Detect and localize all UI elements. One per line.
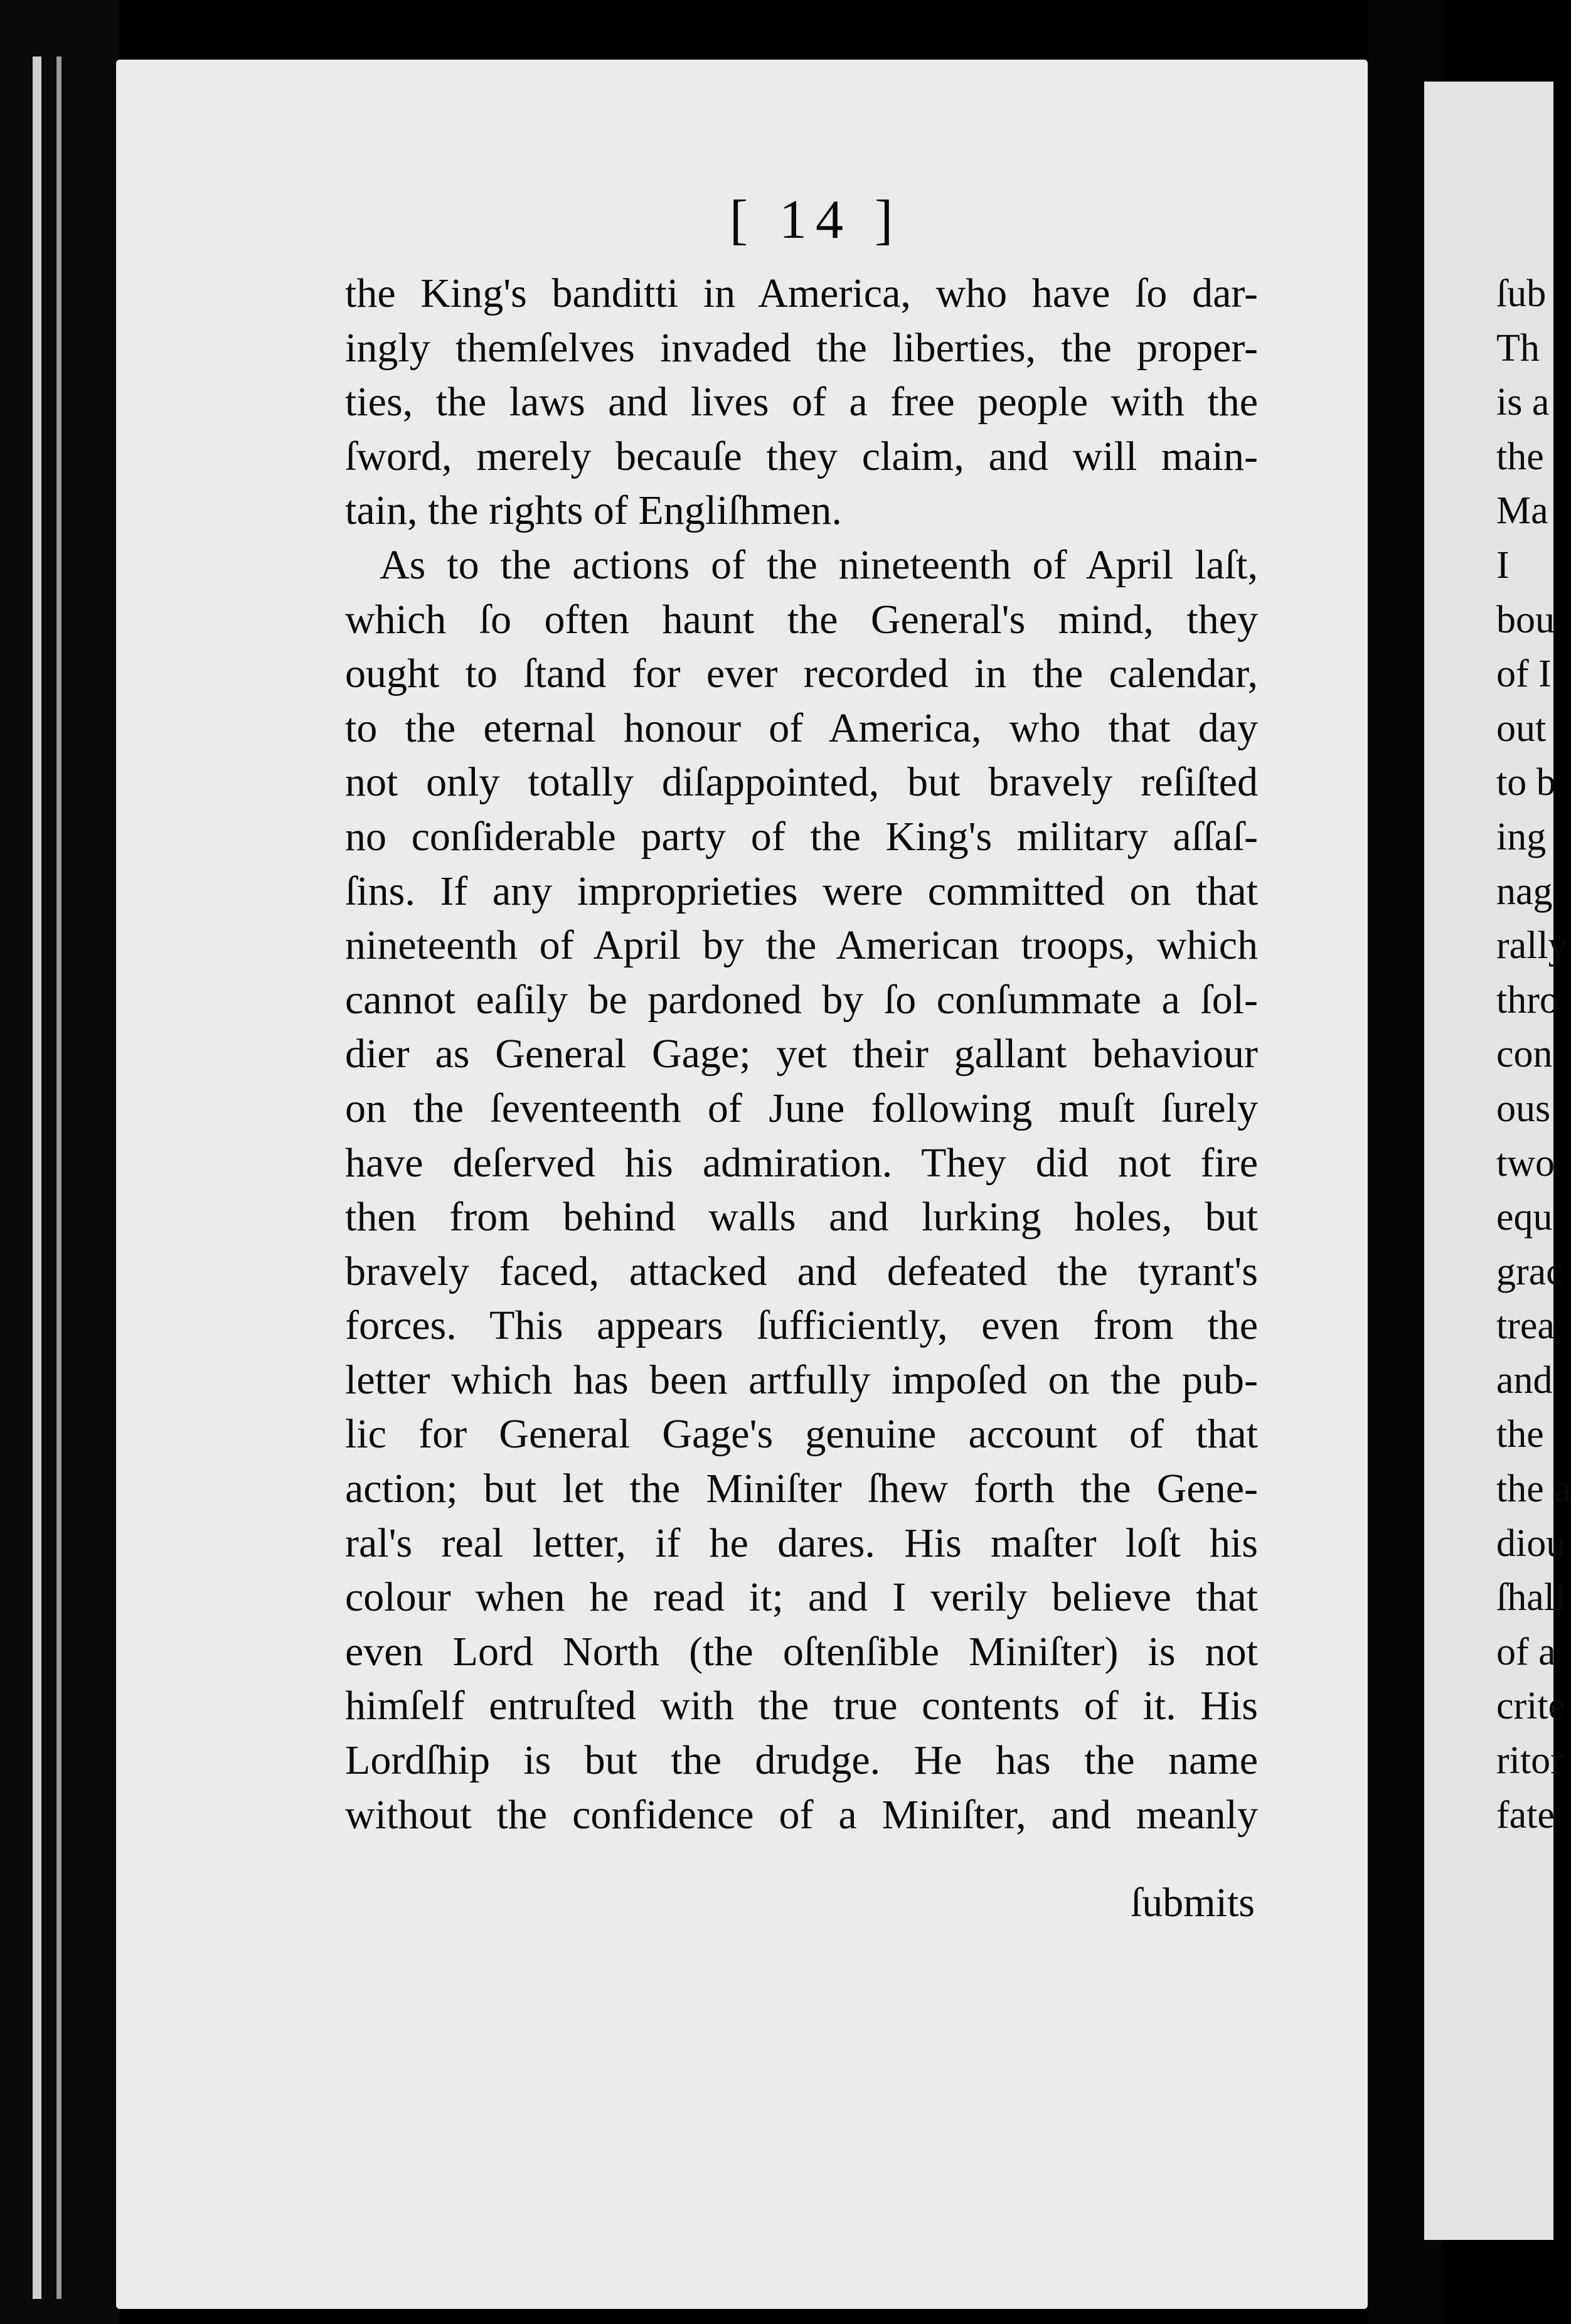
text-line: without the confidence of a Miniſter, and meanly	[345, 1791, 1258, 1838]
next-page-line: equ	[1496, 1196, 1553, 1239]
page-number: [ 14 ]	[729, 189, 902, 250]
next-page-line: to b	[1496, 761, 1556, 804]
text-line: bravely faced, attacked and defeated the tyrant's	[345, 1248, 1258, 1294]
next-page-line: con	[1496, 1033, 1553, 1076]
text-line: ingly themſelves invaded the liberties, the proper-	[345, 324, 1258, 371]
text-line: tain, the rights of Engliſhmen.	[345, 488, 842, 534]
text-line: no conſiderable party of the King's military aſſaſ-	[345, 813, 1258, 860]
next-page-line: ing	[1496, 815, 1547, 858]
text-line: action; but let the Miniſter ſhew forth the Gene-	[345, 1466, 1258, 1512]
next-page-line: of a	[1496, 1630, 1556, 1673]
next-page-line: trea	[1496, 1304, 1555, 1348]
next-page-line: Th	[1496, 326, 1540, 370]
text-line: letter which has been artfully impoſed on the pub-	[345, 1357, 1258, 1403]
next-page-line: the a	[1496, 1468, 1571, 1511]
next-page-line: I	[1496, 543, 1510, 587]
catchword: ſubmits	[1130, 1880, 1255, 1926]
next-page-line: is a	[1496, 381, 1550, 424]
text-line: Lordſhip is but the drudge. He has the name	[345, 1737, 1258, 1784]
next-page-line: diou	[1496, 1522, 1566, 1565]
next-page-line: ſub	[1496, 272, 1547, 315]
text-line: nineteenth of April by the American troops, which	[345, 922, 1258, 969]
next-page-line: ſhall	[1496, 1576, 1566, 1619]
text-line: which ſo often haunt the General's mind, they	[345, 596, 1258, 642]
next-page-line: of I	[1496, 653, 1552, 696]
next-page-line: crite	[1496, 1685, 1566, 1728]
text-line: dier as General Gage; yet their gallant behaviour	[345, 1031, 1258, 1077]
next-page-line: Ma	[1496, 489, 1548, 533]
next-page-text	[1496, 267, 1571, 1842]
next-page-line: bou	[1496, 598, 1555, 641]
text-line: ties, the laws and lives of a free people with the	[345, 379, 1258, 425]
text-line: on the ſeventeenth of June following muſt ſurely	[345, 1085, 1258, 1131]
next-page-line: grac	[1496, 1250, 1563, 1293]
text-line: then from behind walls and lurking holes, but	[345, 1194, 1258, 1240]
left-page-edge	[0, 0, 119, 2324]
text-line: ral's real letter, if he dares. His maſter loſt his	[345, 1520, 1258, 1566]
next-page-line: out	[1496, 706, 1547, 750]
text-line: ought to ſtand for ever recorded in the calendar,	[345, 651, 1258, 697]
text-line: cannot eaſily be pardoned by ſo conſummate a ſol-	[345, 976, 1258, 1023]
text-line: the King's banditti in America, who have ſo dar-	[345, 270, 1258, 316]
text-line: have deſerved his admiration. They did not fire	[345, 1139, 1258, 1186]
text-line: even Lord North (the oſtenſible Miniſter) is not	[345, 1628, 1258, 1675]
text-line: colour when he read it; and I verily believe that	[345, 1574, 1258, 1621]
next-page-line: ous	[1496, 1087, 1551, 1130]
next-page-line: two	[1496, 1141, 1555, 1185]
binding-strip	[33, 56, 41, 2299]
text-line: forces. This appears ſufficiently, even from the	[345, 1303, 1258, 1349]
next-page-line: fate	[1496, 1793, 1555, 1836]
next-page-line: the	[1496, 435, 1544, 478]
next-page-line: the	[1496, 1413, 1544, 1456]
next-page-line: thro	[1496, 978, 1559, 1021]
next-page-line: rally	[1496, 924, 1568, 967]
next-page-line: and	[1496, 1358, 1553, 1402]
binding-strip	[56, 56, 61, 2299]
text-line: himſelf entruſted with the true contents of it. His	[345, 1683, 1258, 1729]
next-page-line: ritor	[1496, 1739, 1563, 1783]
text-line: ſword, merely becauſe they claim, and will main-	[345, 433, 1258, 479]
text-line: to the eternal honour of America, who that day	[345, 705, 1258, 751]
text-line: ſins. If any improprieties were committed on that	[345, 868, 1258, 914]
text-line: not only totally diſappointed, but bravely reſiſted	[345, 759, 1258, 806]
text-line: lic for General Gage's genuine account of that	[345, 1411, 1258, 1458]
text-line: As to the actions of the nineteenth of April laſt,	[380, 541, 1258, 588]
next-page-line: nag	[1496, 870, 1553, 913]
page-body-text	[345, 267, 1258, 1842]
